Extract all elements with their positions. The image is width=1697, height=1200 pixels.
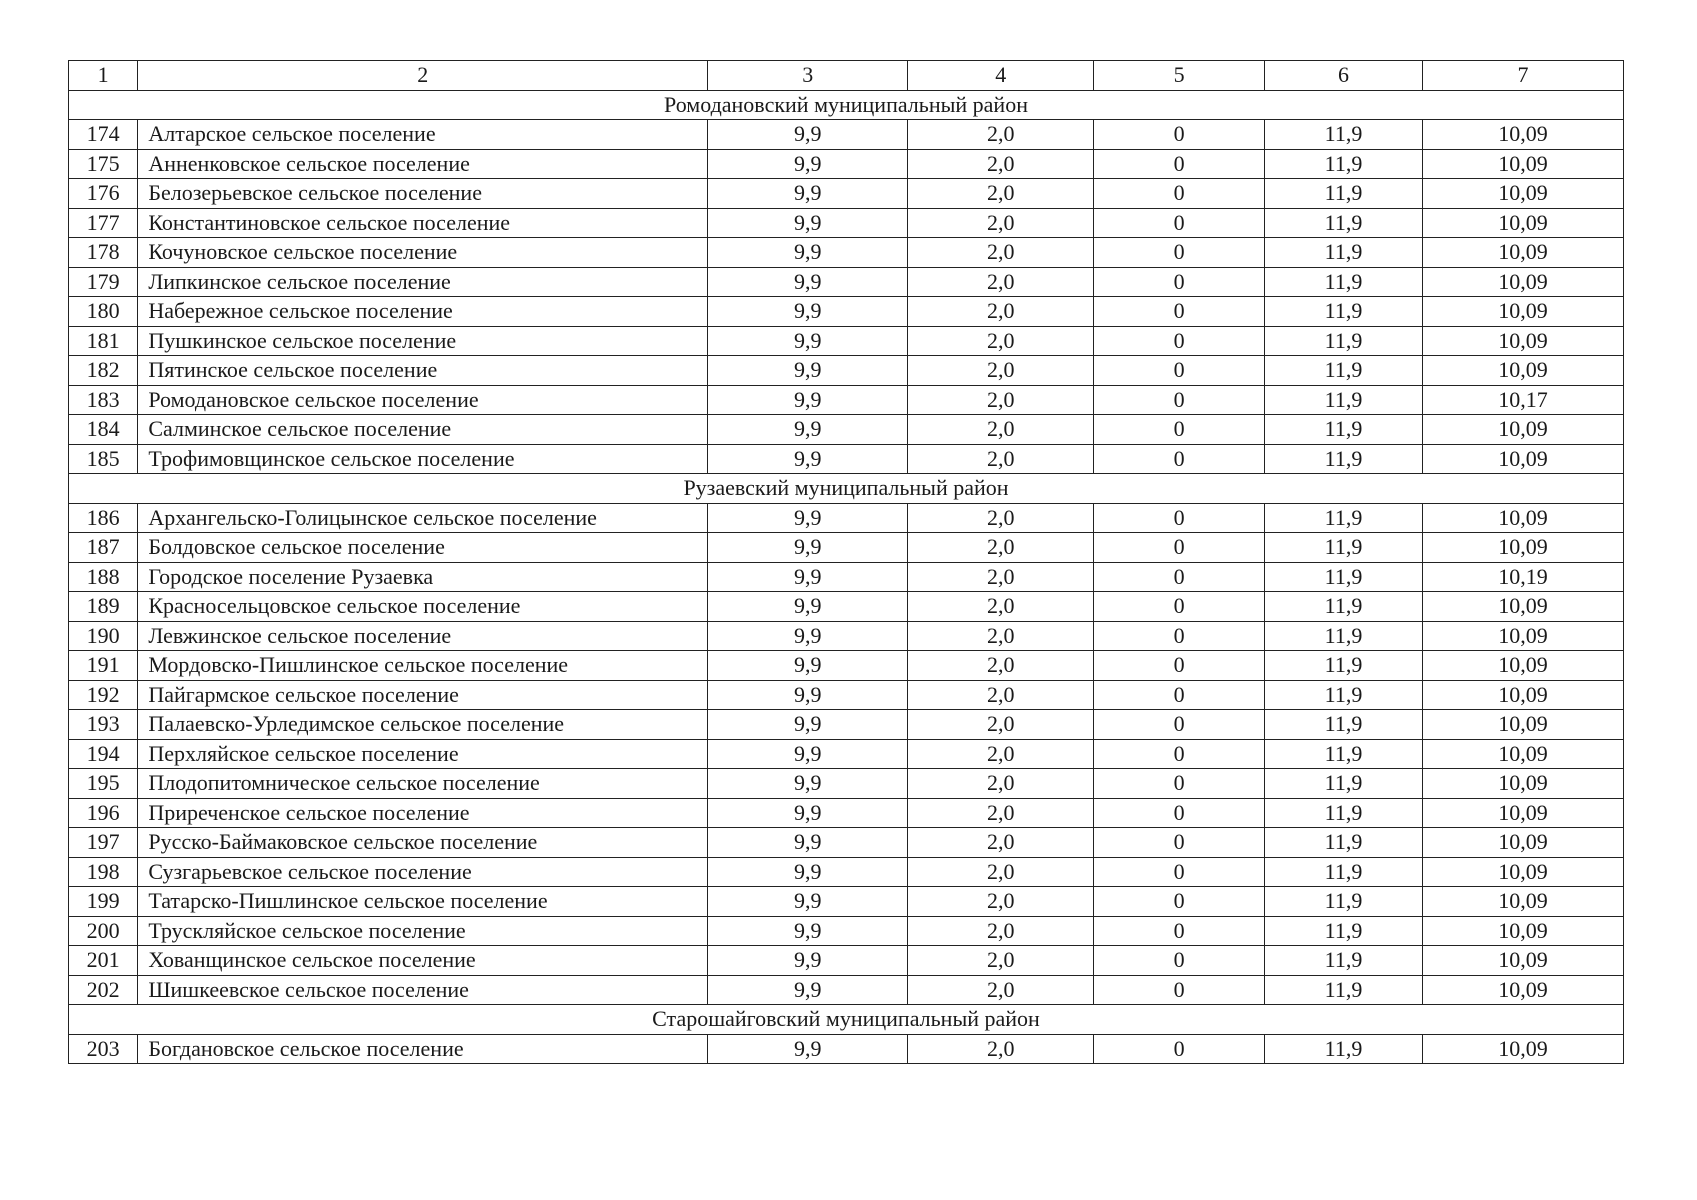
- value-col-5: 0: [1094, 710, 1265, 740]
- row-number: 191: [69, 651, 138, 681]
- value-col-4: 2,0: [908, 739, 1094, 769]
- value-col-3: 9,9: [708, 710, 908, 740]
- value-col-5: 0: [1094, 533, 1265, 563]
- value-col-3: 9,9: [708, 326, 908, 356]
- value-col-5: 0: [1094, 503, 1265, 533]
- value-col-4: 2,0: [908, 680, 1094, 710]
- value-col-6: 11,9: [1265, 179, 1423, 209]
- value-col-6: 11,9: [1265, 828, 1423, 858]
- settlement-name: Болдовское сельское поселение: [138, 533, 708, 563]
- row-number: 181: [69, 326, 138, 356]
- value-col-5: 0: [1094, 769, 1265, 799]
- value-col-6: 11,9: [1265, 562, 1423, 592]
- value-col-3: 9,9: [708, 297, 908, 327]
- value-col-7: 10,09: [1422, 916, 1623, 946]
- table-row: [69, 592, 1624, 622]
- settlement-name: Плодопитомническое сельское поселение: [138, 769, 708, 799]
- value-col-5: 0: [1094, 798, 1265, 828]
- row-number: 202: [69, 975, 138, 1005]
- value-col-6: 11,9: [1265, 739, 1423, 769]
- row-number: 193: [69, 710, 138, 740]
- value-col-3: 9,9: [708, 857, 908, 887]
- row-number: 201: [69, 946, 138, 976]
- settlement-name: Пайгармское сельское поселение: [138, 680, 708, 710]
- table-row: [69, 120, 1624, 150]
- settlement-name: Пушкинское сельское поселение: [138, 326, 708, 356]
- value-col-4: 2,0: [908, 503, 1094, 533]
- table-row: [69, 798, 1624, 828]
- value-col-7: 10,09: [1422, 326, 1623, 356]
- value-col-4: 2,0: [908, 297, 1094, 327]
- value-col-7: 10,09: [1422, 179, 1623, 209]
- value-col-4: 2,0: [908, 238, 1094, 268]
- value-col-5: 0: [1094, 946, 1265, 976]
- header-cell-3: 3: [708, 61, 908, 91]
- row-number: 175: [69, 149, 138, 179]
- value-col-7: 10,09: [1422, 120, 1623, 150]
- value-col-3: 9,9: [708, 887, 908, 917]
- value-col-5: 0: [1094, 149, 1265, 179]
- value-col-5: 0: [1094, 680, 1265, 710]
- value-col-7: 10,09: [1422, 887, 1623, 917]
- row-number: 184: [69, 415, 138, 445]
- settlement-name: Кочуновское сельское поселение: [138, 238, 708, 268]
- section-header-row: [69, 474, 1624, 504]
- header-cell-5: 5: [1094, 61, 1265, 91]
- value-col-3: 9,9: [708, 415, 908, 445]
- settlement-name: Шишкеевское сельское поселение: [138, 975, 708, 1005]
- value-col-3: 9,9: [708, 120, 908, 150]
- value-col-3: 9,9: [708, 179, 908, 209]
- row-number: 199: [69, 887, 138, 917]
- header-cell-4: 4: [908, 61, 1094, 91]
- table-body: [69, 61, 1624, 1064]
- value-col-6: 11,9: [1265, 916, 1423, 946]
- value-col-4: 2,0: [908, 857, 1094, 887]
- value-col-5: 0: [1094, 415, 1265, 445]
- value-col-6: 11,9: [1265, 533, 1423, 563]
- value-col-5: 0: [1094, 120, 1265, 150]
- value-col-4: 2,0: [908, 828, 1094, 858]
- value-col-3: 9,9: [708, 238, 908, 268]
- value-col-4: 2,0: [908, 356, 1094, 386]
- value-col-3: 9,9: [708, 444, 908, 474]
- settlement-name: Левжинское сельское поселение: [138, 621, 708, 651]
- value-col-6: 11,9: [1265, 946, 1423, 976]
- value-col-4: 2,0: [908, 651, 1094, 681]
- header-cell-1: 1: [69, 61, 138, 91]
- value-col-6: 11,9: [1265, 798, 1423, 828]
- row-number: 187: [69, 533, 138, 563]
- value-col-7: 10,09: [1422, 444, 1623, 474]
- value-col-5: 0: [1094, 975, 1265, 1005]
- value-col-6: 11,9: [1265, 621, 1423, 651]
- row-number: 180: [69, 297, 138, 327]
- value-col-7: 10,09: [1422, 503, 1623, 533]
- table-row: [69, 769, 1624, 799]
- value-col-3: 9,9: [708, 149, 908, 179]
- value-col-4: 2,0: [908, 1034, 1094, 1064]
- section-header-row: [69, 1005, 1624, 1035]
- value-col-5: 0: [1094, 208, 1265, 238]
- column-number-header-row: [69, 61, 1624, 91]
- value-col-4: 2,0: [908, 769, 1094, 799]
- section-title: Старошайговский муниципальный район: [69, 1005, 1624, 1035]
- value-col-3: 9,9: [708, 651, 908, 681]
- table-row: [69, 533, 1624, 563]
- settlement-name: Салминское сельское поселение: [138, 415, 708, 445]
- value-col-6: 11,9: [1265, 326, 1423, 356]
- table-row: [69, 916, 1624, 946]
- value-col-3: 9,9: [708, 208, 908, 238]
- settlement-name: Приреченское сельское поселение: [138, 798, 708, 828]
- row-number: 200: [69, 916, 138, 946]
- data-table: [68, 60, 1624, 1064]
- row-number: 196: [69, 798, 138, 828]
- value-col-5: 0: [1094, 1034, 1265, 1064]
- value-col-3: 9,9: [708, 975, 908, 1005]
- settlement-name: Городское поселение Рузаевка: [138, 562, 708, 592]
- value-col-3: 9,9: [708, 562, 908, 592]
- value-col-6: 11,9: [1265, 769, 1423, 799]
- value-col-6: 11,9: [1265, 710, 1423, 740]
- row-number: 174: [69, 120, 138, 150]
- value-col-6: 11,9: [1265, 680, 1423, 710]
- value-col-7: 10,09: [1422, 297, 1623, 327]
- value-col-5: 0: [1094, 592, 1265, 622]
- table-row: [69, 267, 1624, 297]
- row-number: 182: [69, 356, 138, 386]
- settlement-name: Трофимовщинское сельское поселение: [138, 444, 708, 474]
- row-number: 179: [69, 267, 138, 297]
- value-col-3: 9,9: [708, 680, 908, 710]
- value-col-7: 10,09: [1422, 798, 1623, 828]
- row-number: 198: [69, 857, 138, 887]
- settlement-name: Палаевско-Урледимское сельское поселение: [138, 710, 708, 740]
- value-col-3: 9,9: [708, 621, 908, 651]
- value-col-7: 10,09: [1422, 710, 1623, 740]
- value-col-7: 10,09: [1422, 149, 1623, 179]
- settlement-name: Богдановское сельское поселение: [138, 1034, 708, 1064]
- value-col-6: 11,9: [1265, 651, 1423, 681]
- value-col-4: 2,0: [908, 621, 1094, 651]
- row-number: 197: [69, 828, 138, 858]
- value-col-4: 2,0: [908, 533, 1094, 563]
- settlement-name: Набережное сельское поселение: [138, 297, 708, 327]
- table-row: [69, 149, 1624, 179]
- settlement-name: Белозерьевское сельское поселение: [138, 179, 708, 209]
- value-col-6: 11,9: [1265, 887, 1423, 917]
- row-number: 192: [69, 680, 138, 710]
- row-number: 195: [69, 769, 138, 799]
- value-col-7: 10,09: [1422, 621, 1623, 651]
- header-cell-6: 6: [1265, 61, 1423, 91]
- settlement-name: Константиновское сельское поселение: [138, 208, 708, 238]
- header-cell-2: 2: [138, 61, 708, 91]
- value-col-3: 9,9: [708, 946, 908, 976]
- value-col-5: 0: [1094, 916, 1265, 946]
- value-col-4: 2,0: [908, 179, 1094, 209]
- value-col-4: 2,0: [908, 592, 1094, 622]
- value-col-7: 10,09: [1422, 592, 1623, 622]
- row-number: 177: [69, 208, 138, 238]
- settlement-name: Сузгарьевское сельское поселение: [138, 857, 708, 887]
- value-col-7: 10,09: [1422, 651, 1623, 681]
- settlement-name: Пятинское сельское поселение: [138, 356, 708, 386]
- value-col-4: 2,0: [908, 326, 1094, 356]
- value-col-7: 10,09: [1422, 533, 1623, 563]
- row-number: 176: [69, 179, 138, 209]
- table-row: [69, 887, 1624, 917]
- value-col-6: 11,9: [1265, 208, 1423, 238]
- table-row: [69, 857, 1624, 887]
- table-row: [69, 503, 1624, 533]
- settlement-name: Хованщинское сельское поселение: [138, 946, 708, 976]
- value-col-7: 10,09: [1422, 267, 1623, 297]
- value-col-5: 0: [1094, 621, 1265, 651]
- value-col-7: 10,17: [1422, 385, 1623, 415]
- value-col-4: 2,0: [908, 562, 1094, 592]
- value-col-3: 9,9: [708, 739, 908, 769]
- table-row: [69, 975, 1624, 1005]
- value-col-6: 11,9: [1265, 120, 1423, 150]
- value-col-5: 0: [1094, 562, 1265, 592]
- value-col-4: 2,0: [908, 887, 1094, 917]
- table-row: [69, 415, 1624, 445]
- value-col-5: 0: [1094, 828, 1265, 858]
- value-col-3: 9,9: [708, 592, 908, 622]
- value-col-6: 11,9: [1265, 356, 1423, 386]
- settlement-name: Татарско-Пишлинское сельское поселение: [138, 887, 708, 917]
- value-col-7: 10,09: [1422, 680, 1623, 710]
- value-col-4: 2,0: [908, 267, 1094, 297]
- row-number: 190: [69, 621, 138, 651]
- value-col-4: 2,0: [908, 444, 1094, 474]
- value-col-6: 11,9: [1265, 503, 1423, 533]
- value-col-5: 0: [1094, 385, 1265, 415]
- value-col-7: 10,09: [1422, 238, 1623, 268]
- value-col-3: 9,9: [708, 385, 908, 415]
- row-number: 178: [69, 238, 138, 268]
- value-col-7: 10,09: [1422, 1034, 1623, 1064]
- value-col-7: 10,19: [1422, 562, 1623, 592]
- value-col-6: 11,9: [1265, 267, 1423, 297]
- value-col-4: 2,0: [908, 710, 1094, 740]
- value-col-3: 9,9: [708, 267, 908, 297]
- value-col-4: 2,0: [908, 120, 1094, 150]
- value-col-7: 10,09: [1422, 739, 1623, 769]
- settlement-name: Архангельско-Голицынское сельское поселение: [138, 503, 708, 533]
- table-row: [69, 651, 1624, 681]
- value-col-7: 10,09: [1422, 356, 1623, 386]
- value-col-7: 10,09: [1422, 769, 1623, 799]
- value-col-6: 11,9: [1265, 857, 1423, 887]
- value-col-6: 11,9: [1265, 592, 1423, 622]
- value-col-5: 0: [1094, 651, 1265, 681]
- value-col-6: 11,9: [1265, 238, 1423, 268]
- section-title: Рузаевский муниципальный район: [69, 474, 1624, 504]
- row-number: 188: [69, 562, 138, 592]
- table-row: [69, 326, 1624, 356]
- header-cell-7: 7: [1422, 61, 1623, 91]
- table-row: [69, 946, 1624, 976]
- settlement-name: Алтарское сельское поселение: [138, 120, 708, 150]
- value-col-6: 11,9: [1265, 975, 1423, 1005]
- table-row: [69, 1034, 1624, 1064]
- row-number: 189: [69, 592, 138, 622]
- row-number: 203: [69, 1034, 138, 1064]
- value-col-6: 11,9: [1265, 297, 1423, 327]
- value-col-3: 9,9: [708, 356, 908, 386]
- value-col-5: 0: [1094, 238, 1265, 268]
- settlement-name: Ромодановское сельское поселение: [138, 385, 708, 415]
- table-row: [69, 356, 1624, 386]
- value-col-4: 2,0: [908, 385, 1094, 415]
- value-col-4: 2,0: [908, 975, 1094, 1005]
- value-col-7: 10,09: [1422, 857, 1623, 887]
- value-col-3: 9,9: [708, 798, 908, 828]
- row-number: 185: [69, 444, 138, 474]
- table-row: [69, 710, 1624, 740]
- row-number: 194: [69, 739, 138, 769]
- value-col-5: 0: [1094, 297, 1265, 327]
- value-col-6: 11,9: [1265, 415, 1423, 445]
- value-col-3: 9,9: [708, 828, 908, 858]
- value-col-3: 9,9: [708, 533, 908, 563]
- value-col-4: 2,0: [908, 916, 1094, 946]
- table-row: [69, 385, 1624, 415]
- value-col-4: 2,0: [908, 415, 1094, 445]
- table-row: [69, 297, 1624, 327]
- section-title: Ромодановский муниципальный район: [69, 90, 1624, 120]
- value-col-6: 11,9: [1265, 444, 1423, 474]
- table-row: [69, 621, 1624, 651]
- table-row: [69, 562, 1624, 592]
- value-col-7: 10,09: [1422, 208, 1623, 238]
- settlement-name: Красносельцовское сельское поселение: [138, 592, 708, 622]
- settlement-name: Мордовско-Пишлинское сельское поселение: [138, 651, 708, 681]
- value-col-3: 9,9: [708, 769, 908, 799]
- value-col-5: 0: [1094, 356, 1265, 386]
- value-col-7: 10,09: [1422, 415, 1623, 445]
- value-col-7: 10,09: [1422, 975, 1623, 1005]
- table-row: [69, 444, 1624, 474]
- table-row: [69, 238, 1624, 268]
- section-header-row: [69, 90, 1624, 120]
- table-row: [69, 179, 1624, 209]
- settlement-name: Анненковское сельское поселение: [138, 149, 708, 179]
- value-col-6: 11,9: [1265, 1034, 1423, 1064]
- table-row: [69, 828, 1624, 858]
- value-col-4: 2,0: [908, 798, 1094, 828]
- value-col-7: 10,09: [1422, 946, 1623, 976]
- value-col-6: 11,9: [1265, 149, 1423, 179]
- settlement-name: Перхляйское сельское поселение: [138, 739, 708, 769]
- value-col-5: 0: [1094, 887, 1265, 917]
- value-col-3: 9,9: [708, 503, 908, 533]
- settlement-name: Русско-Баймаковское сельское поселение: [138, 828, 708, 858]
- value-col-4: 2,0: [908, 149, 1094, 179]
- settlement-name: Трускляйское сельское поселение: [138, 916, 708, 946]
- value-col-3: 9,9: [708, 1034, 908, 1064]
- value-col-5: 0: [1094, 267, 1265, 297]
- table-row: [69, 739, 1624, 769]
- value-col-6: 11,9: [1265, 385, 1423, 415]
- value-col-5: 0: [1094, 857, 1265, 887]
- value-col-4: 2,0: [908, 208, 1094, 238]
- value-col-5: 0: [1094, 326, 1265, 356]
- value-col-5: 0: [1094, 179, 1265, 209]
- value-col-3: 9,9: [708, 916, 908, 946]
- row-number: 186: [69, 503, 138, 533]
- value-col-4: 2,0: [908, 946, 1094, 976]
- settlement-name: Липкинское сельское поселение: [138, 267, 708, 297]
- value-col-5: 0: [1094, 739, 1265, 769]
- row-number: 183: [69, 385, 138, 415]
- table-row: [69, 208, 1624, 238]
- value-col-7: 10,09: [1422, 828, 1623, 858]
- value-col-5: 0: [1094, 444, 1265, 474]
- table-row: [69, 680, 1624, 710]
